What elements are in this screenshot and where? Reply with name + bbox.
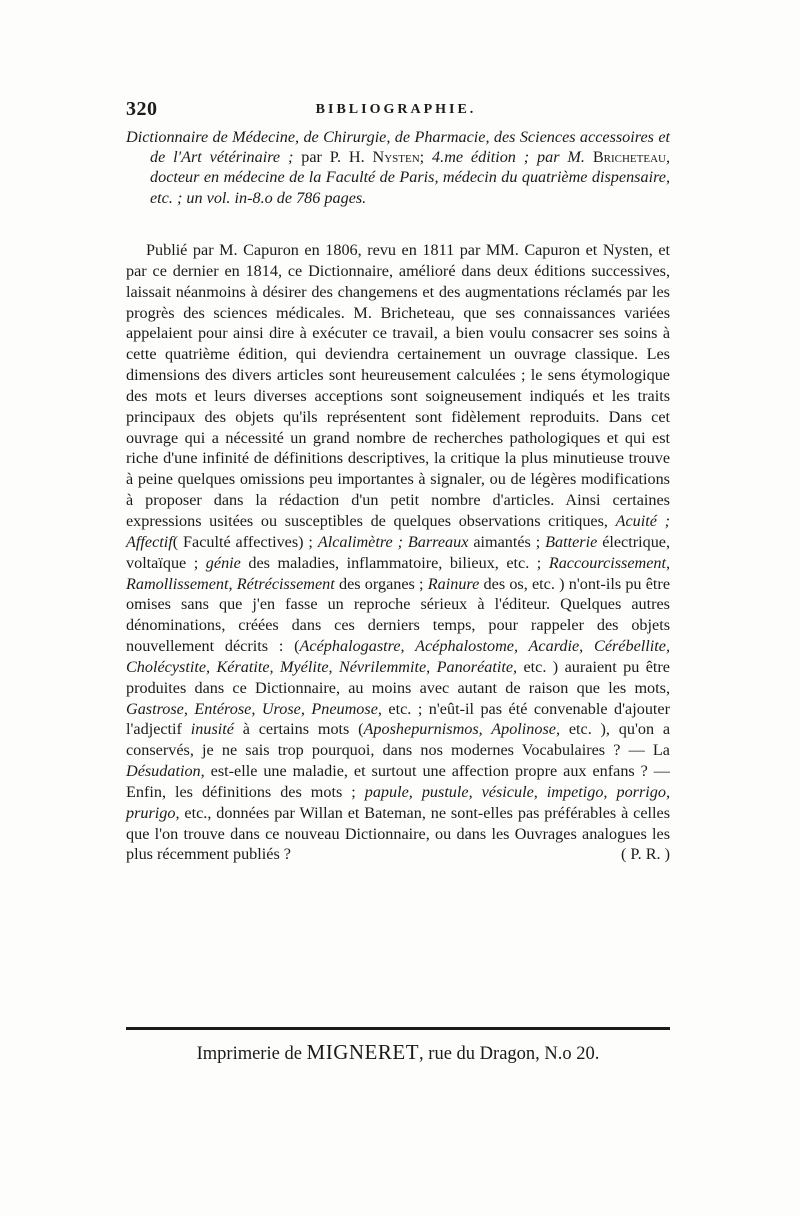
- entry-heading: Dictionnaire de Médecine, de Chirurgie, de Pharmacie, des Sciences accessoires et de l'Art vétérinaire ; par P. H. Nysten; 4.me édition ; par M. Bricheteau, docteur en médecine de la Faculté de Paris, médecin du quatrième dispensaire, etc. ; un vol. in-8.o de 786 pages.: [126, 128, 670, 207]
- author-nysten: Nysten: [372, 148, 420, 167]
- book-title: Dictionnaire de Médecine, de Chirurgie, de Pharmacie, des Sciences accessoires et de l'Art vétérinaire ;: [126, 128, 670, 167]
- printer-address: , rue du Dragon, N.o 20.: [419, 1044, 600, 1064]
- term-genie: génie: [205, 553, 241, 572]
- imprint-prefix: Imprimerie de: [196, 1044, 302, 1064]
- printer-imprint: [126, 1040, 670, 1065]
- body-text: à certains mots (: [242, 720, 364, 739]
- par-text: par M.: [537, 148, 585, 167]
- review-signature: ( P. R. ): [620, 845, 670, 864]
- term-list-4: papule, pustule, vésicule, impetigo, porrigo, prurigo,: [126, 782, 670, 822]
- term-list-1: Acéphalogastre, Acéphalostome, Acardie, Cérébellite, Cholécystite, Kératite, Myélite, Névrilemmite, Panoréatite,: [126, 637, 670, 676]
- running-header: [126, 98, 666, 124]
- body-text: etc. ) auraient pu être produites dans ce Dictionnaire, au moins avec autant de raison que les mots,: [126, 657, 670, 697]
- term-acuite: Acuité ;: [615, 511, 670, 530]
- body-text: Publié par M. Capuron en 1806, revu en 1811 par MM. Capuron et Nysten, et par ce dernier en 1814, ce Dictionnaire, amélioré dans deux éditions successives, laissait néanmoins à désirer des changemens et des augmentations réclamés par les progrès des sciences médicales. M. Bricheteau, que ses connaissances variées appelaient pour ainsi dire à exécuter ce travail, a bien voulu consacrer ses soins à cette quatrième édition, qui deviendra certainement un ouvrage classique. Les dimensions des divers articles sont heureusement calculées ; le sens étymologique des mots et leurs diverses acceptions sont soigneusement indiqués et les traits principaux des objets qu'ils représentent sont fidèlement reproduits. Dans cet ouvrage qui a nécessité un grand nombre de recherches pathologiques et qui est riche d'une infinité de définitions descriptives, la critique la plus minutieuse trouve à peine quelques omissions peu importantes à signaler, ou de légères modifications à proposer dans la rédaction d'un petit nombre d'articles. Ainsi certaines expressions usitées ou susceptibles de quelques observations critiques,: [126, 241, 670, 530]
- term-raccourcissement: Raccourcissement, Ramollissement, Rétrécissement: [126, 553, 671, 593]
- term-list-2: Gastrose, Entérose, Urose, Pneumose,: [126, 699, 382, 718]
- page-number: 320: [126, 98, 158, 120]
- term-batterie: Batterie: [545, 532, 598, 551]
- term-list-3: Aposhepurnismos, Apolinose,: [363, 720, 561, 739]
- body-text: est-elle une maladie, et surtout une affection propre aux enfans ? — Enfin, les définitions des mots ;: [126, 762, 670, 801]
- body-text: des os, etc. ) n'ont-ils pu être omises sans que j'en fasse un reproche sérieux à l'éditeur. Quelques autres dénominations, créées dans ces derniers temps, pour rappeler des objets nouvellement décrits : (: [126, 574, 670, 656]
- body-text: etc., données par Willan et Bateman, ne sont-elles pas préférables à celles que l'on trouve dans ce nouveau Dictionnaire, ou dans les Ouvrages analogues les plus récemment publiés ?: [126, 803, 671, 864]
- body-text: etc. ; n'eût-il pas été convenable d'ajouter l'adjectif: [126, 699, 671, 739]
- body-text: des maladies, inflammatoire, bilieux, etc. ;: [248, 553, 542, 572]
- term-alcalimetre: Alcalimètre ; Barreaux: [317, 532, 469, 551]
- footer-rule: [126, 1027, 670, 1030]
- term-rainure: Rainure: [427, 574, 480, 593]
- review-body: [126, 240, 670, 865]
- term-affectif: Affectif: [126, 532, 173, 551]
- body-text: des organes ;: [338, 574, 424, 593]
- author-credentials: , docteur en médecine de la Faculté de Paris, médecin du quatrième dispensaire, etc. ; un vol. in-8.o de 786 pages.: [150, 148, 670, 207]
- running-title: BIBLIOGRAPHIE.: [315, 102, 477, 117]
- body-text: etc. ), qu'on a conservés, je ne sais trop pourquoi, dans nos modernes Vocabulaires ? — La: [126, 720, 671, 760]
- printer-name: MIGNERET: [306, 1040, 420, 1064]
- edition: 4.me édition ;: [432, 148, 530, 167]
- by-text: par P. H.: [301, 148, 365, 167]
- term-desudation: Désudation,: [126, 762, 205, 781]
- review-paragraph: [126, 240, 670, 865]
- term-inusite: inusité: [190, 720, 234, 739]
- body-text: ( Faculté affectives) ;: [172, 532, 313, 551]
- bibliographic-entry: [126, 127, 670, 208]
- author-bricheteau: Bricheteau: [592, 148, 666, 167]
- body-text: électrique, voltaïque ;: [126, 532, 671, 572]
- body-text: aimantés ;: [473, 532, 541, 551]
